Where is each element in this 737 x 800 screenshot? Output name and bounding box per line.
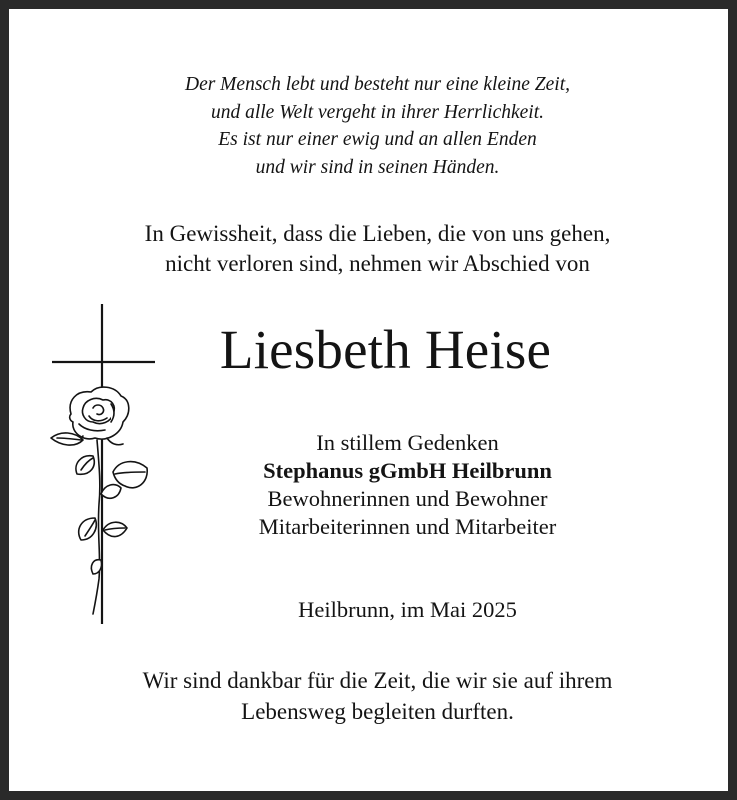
poem-line: und alle Welt vergeht in ihrer Herrlichkeit.	[210, 101, 545, 123]
intro-text	[9, 219, 737, 279]
closing-text	[9, 665, 737, 727]
gedenken-heading: In stillem Gedenken	[316, 430, 499, 455]
place-date: Heilbrunn, im Mai 2025	[298, 597, 517, 622]
closing-line: Lebensweg begleiten durften.	[241, 699, 514, 724]
poem-line: Es ist nur einer ewig und an allen Enden	[218, 129, 537, 150]
poem-line: Der Mensch lebt und besteht nur eine kleine Zeit,	[184, 74, 571, 95]
mourner-group: Mitarbeiterinnen und Mitarbeiter	[258, 514, 557, 539]
intro-line: In Gewissheit, dass die Lieben, die von uns gehen,	[144, 221, 611, 246]
closing-line: Wir sind dankbar für die Zeit, die wir sie auf ihrem	[142, 668, 613, 693]
organization-name: Stephanus gGmbH Heilbrunn	[263, 458, 552, 483]
poem-line: und wir sind in seinen Händen.	[255, 156, 500, 178]
mourner-group: Bewohnerinnen und Bewohner	[267, 486, 548, 511]
deceased-name: Liesbeth Heise	[219, 319, 552, 380]
mourners-section	[39, 429, 737, 541]
poem	[9, 71, 737, 181]
intro-line: nicht verloren sind, nehmen wir Abschied von	[165, 251, 590, 276]
